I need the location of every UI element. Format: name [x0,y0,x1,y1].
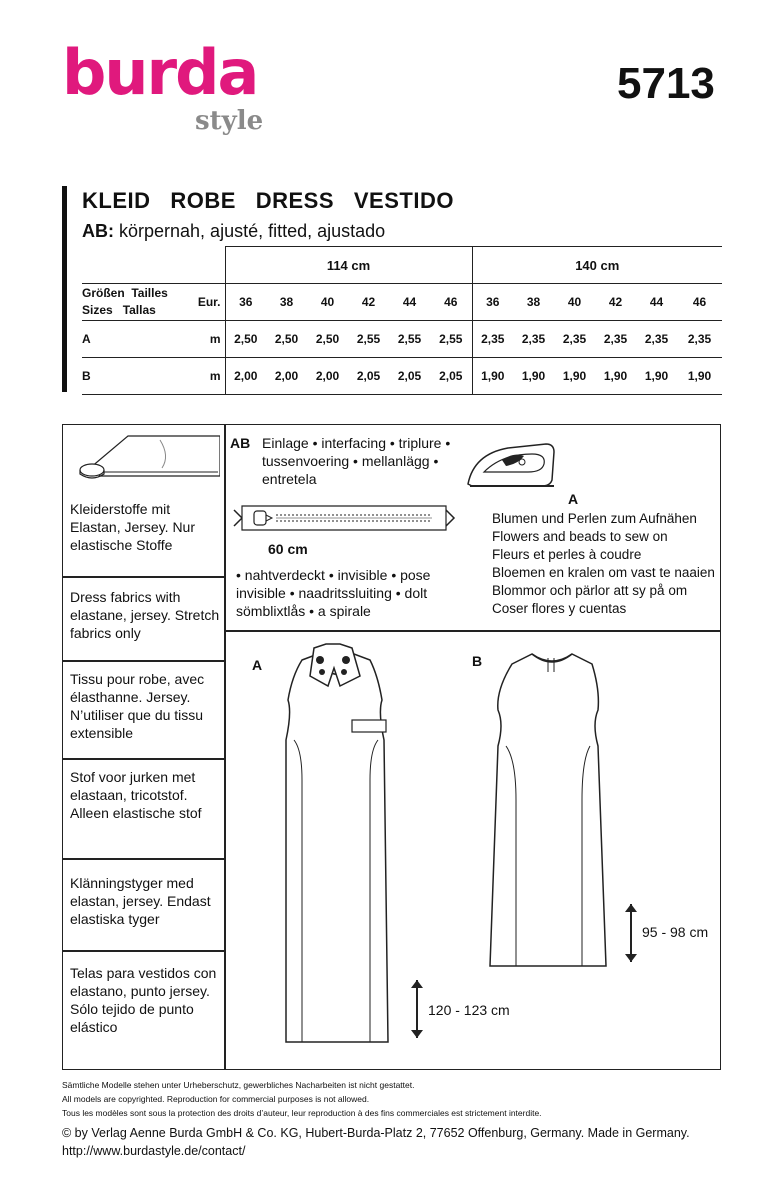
fabric-divider [62,858,224,860]
footer-note-en: All models are copyrighted. Reproduction for commercial purposes is not allowed. [62,1094,370,1104]
zipper-line: • nahtverdeckt • invisible • pose [236,567,431,583]
yardage-cell: 2,50 [266,321,307,358]
yardage-cell: 1,90 [513,358,554,395]
width-114-header: 114 cm [225,247,472,284]
size-cell: 44 [389,284,430,321]
embellishment-line: Flowers and beads to sew on [492,529,668,544]
yardage-table [82,246,722,395]
eur-label: Eur. [185,284,225,321]
embellishment-line: Bloemen en kralen om vast te naaien [492,565,715,580]
subtitle-text: körpernah, ajusté, fitted, ajustado [114,221,386,241]
page-title: KLEID ROBE DRESS VESTIDO [82,188,454,213]
embellishment-line: Coser flores y cuentas [492,601,627,616]
width-140-header: 140 cm [472,247,722,284]
yardage-cell: 2,00 [307,358,348,395]
column-divider [224,424,226,1070]
size-label [82,284,185,321]
fabric-roll-icon [70,428,220,488]
footer-note-de: Sämtliche Modelle stehen unter Urheberschutz, gewerbliches Nacharbeiten ist nicht gestattet. [62,1080,415,1090]
interfacing-text [262,434,450,488]
size-label-line: Sizes Tallas [82,303,156,317]
yardage-cell: 2,00 [225,358,266,395]
zipper-icon [232,500,456,536]
zipper-text [236,566,430,620]
size-cell: 36 [472,284,513,321]
iron-icon [462,440,562,492]
size-cell: 44 [636,284,677,321]
view-b-label: B [472,653,483,669]
size-cell: 38 [266,284,307,321]
fabric-divider [62,660,224,662]
fabric-text-en: Dress fabrics with elastane, jersey. Stretch fabrics only [70,589,220,641]
fabric-text-sv: Klänningstyger med elastan, jersey. Endast elastiska tyger [70,875,211,927]
fabric-divider [62,576,224,578]
size-cell: 46 [430,284,472,321]
dress-b-illustration [482,650,622,970]
pattern-number: 5713 [617,59,715,108]
fabric-text-fr: Tissu pour robe, avec élasthanne. Jersey. N’utiliser que du tissu extensible [70,671,205,741]
table-corner [82,247,185,284]
size-label-line: Größen Tailles [82,286,168,300]
dress-a-illustration [266,640,406,1060]
zipper-line: invisible • naadritssluiting • dolt [236,585,428,601]
yardage-cell: 2,35 [636,321,677,358]
zipper-length: 60 cm [268,541,308,557]
embellishment-line: Fleurs et perles à coudre [492,547,642,562]
view-label: B [82,358,185,395]
zipper-line: sömblixtlås • a spirale [236,603,371,619]
yardage-cell: 2,55 [430,321,472,358]
yardage-cell: 2,05 [430,358,472,395]
length-arrow-icon [410,978,424,1040]
yardage-cell: 2,35 [472,321,513,358]
embellishment-line: Blommor och pärlor att sy på om [492,583,688,598]
fabric-text-nl: Stof voor jurken met elastaan, tricotstof. Alleen elastische stof [70,769,202,821]
fabric-divider [62,950,224,952]
brand-logo: burda [62,36,258,109]
yardage-cell: 1,90 [636,358,677,395]
yardage-cell: 2,35 [677,321,722,358]
yardage-cell: 2,35 [513,321,554,358]
interfacing-line: tussenvoering • mellanlägg • [262,453,439,469]
embellishment-text [492,510,715,618]
yardage-cell: 1,90 [472,358,513,395]
yardage-cell: 2,55 [348,321,389,358]
yardage-cell: 1,90 [554,358,595,395]
yardage-cell: 2,05 [348,358,389,395]
view-a-length: 120 - 123 cm [428,1002,510,1018]
unit-label: m [185,358,225,395]
yardage-cell: 2,50 [307,321,348,358]
interfacing-views: AB [230,435,251,451]
interfacing-line: Einlage • interfacing • triplure • [262,435,451,451]
yardage-cell: 1,90 [677,358,722,395]
size-cell: 40 [307,284,348,321]
size-cell: 42 [348,284,389,321]
size-cell: 38 [513,284,554,321]
yardage-cell: 2,00 [266,358,307,395]
size-cell: 46 [677,284,722,321]
row-divider [224,630,721,632]
brand-logo-sub: style [195,106,264,136]
unit-label: m [185,321,225,358]
copyright: © by Verlag Aenne Burda GmbH & Co. KG, Hubert-Burda-Platz 2, 77652 Offenburg, Germany. Made in Germany. [62,1126,690,1140]
fabric-text-de: Kleiderstoffe mit Elastan, Jersey. Nur elastische Stoffe [70,501,196,553]
footer-note-fr: Tous les modèles sont sous la protection des droits d’auteur, leur reproduction à des fins commerciales est strictement interdite. [62,1108,542,1118]
yardage-cell: 1,90 [595,358,636,395]
interfacing-line: entretela [262,471,317,487]
yardage-cell: 2,55 [389,321,430,358]
size-cell: 36 [225,284,266,321]
title-bar [62,186,67,392]
yardage-cell: 2,50 [225,321,266,358]
size-cell: 40 [554,284,595,321]
embellishment-line: Blumen und Perlen zum Aufnähen [492,511,697,526]
view-a-label: A [252,657,263,673]
fabric-divider [62,758,224,760]
yardage-cell: 2,35 [554,321,595,358]
embellishment-view: A [568,491,579,507]
view-label: A [82,321,185,358]
yardage-cell: 2,35 [595,321,636,358]
fabric-text-es: Telas para vestidos con elastano, punto jersey. Sólo tejido de punto elástico [70,965,217,1035]
length-arrow-icon [624,902,638,964]
view-b-length: 95 - 98 cm [642,924,709,940]
yardage-cell: 2,05 [389,358,430,395]
page-subtitle [82,222,385,240]
subtitle-prefix: AB: [82,221,114,241]
size-cell: 42 [595,284,636,321]
contact-link[interactable]: http://www.burdastyle.de/contact/ [62,1144,246,1158]
table-corner [185,247,225,284]
